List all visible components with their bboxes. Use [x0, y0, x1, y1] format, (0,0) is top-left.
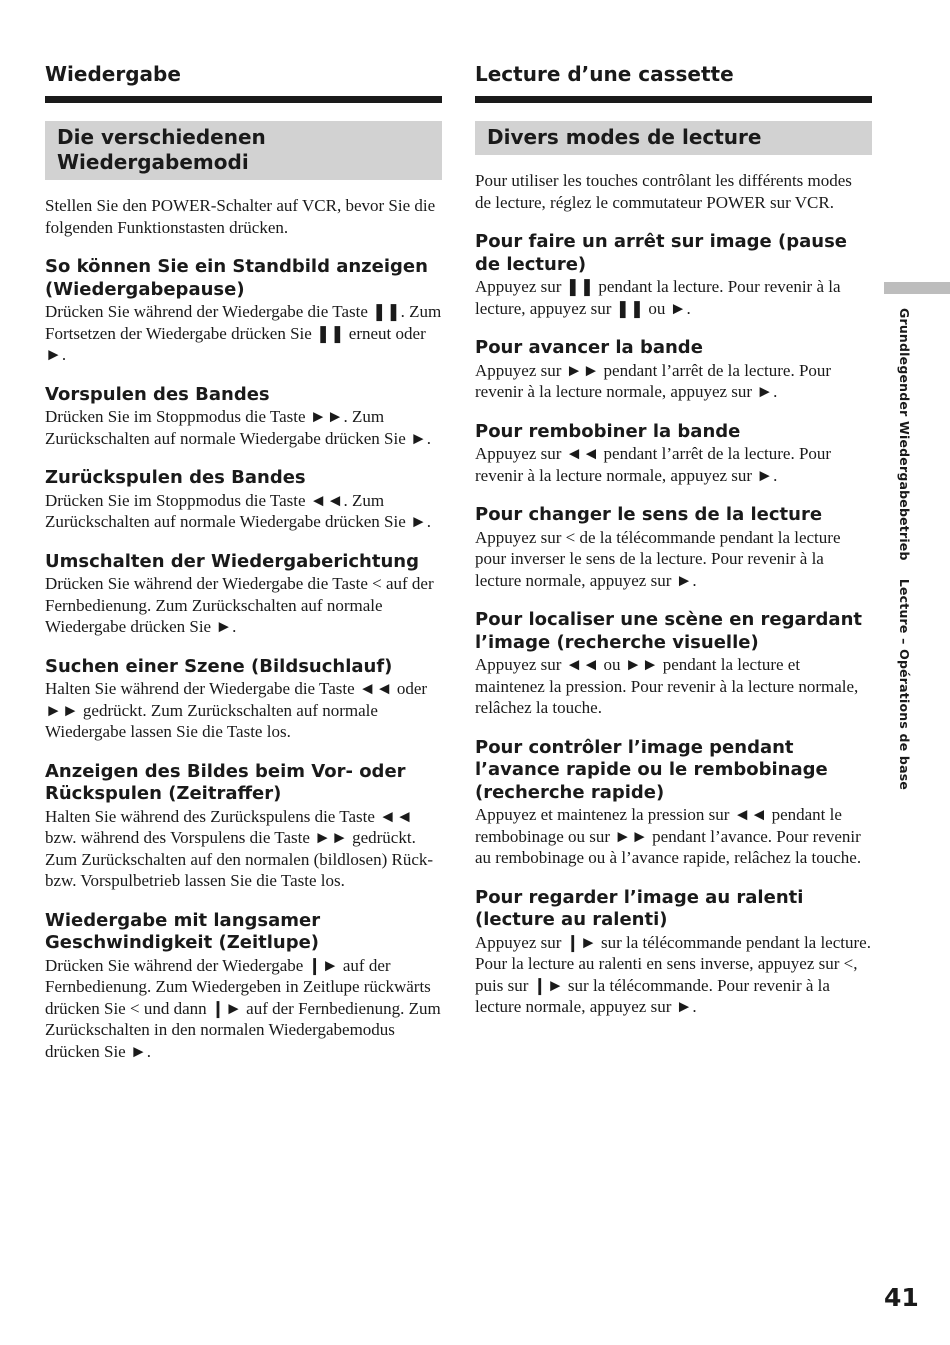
- item-heading: Pour contrôler l’image pendant l’avance rapide ou le rembobinage (recherche rapide): [475, 736, 828, 803]
- chapter-title-de: Wiedergabe: [45, 60, 442, 103]
- item-body: Appuyez sur ❚❚ pendant la lecture. Pour revenir à la lecture, appuyez sur ❚❚ ou ►.: [475, 277, 841, 318]
- side-chapter-label: Grundlegender Wiedergabebetrieb Lecture – Opérations de base: [897, 308, 912, 791]
- item-body: Halten Sie während des Zurückspulens die Taste ◄◄ bzw. während des Vorspulens die Taste ►► gedrückt. Zum Zurückschalten auf den normalen (bildlosen) Rück- bzw. Vorspulbetrieb lassen Sie die Taste los.: [45, 806, 434, 890]
- item-body: Halten Sie während der Wiedergabe die Taste ◄◄ oder ►► gedrückt. Zum Zurückschalten auf normale Wiedergabe lassen Sie die Taste los.: [45, 679, 428, 741]
- item-de-picture-search: [45, 656, 442, 743]
- item-de-skip-scan: [45, 761, 442, 892]
- item-heading: Zurückspulen des Bandes: [45, 467, 306, 488]
- item-body: Drücken Sie während der Wiedergabe die Taste ❚❚. Zum Fortsetzen der Wiedergabe drücken Sie ❚❚ erneut oder ►.: [45, 302, 442, 364]
- item-fr-skip-scan: [475, 737, 872, 869]
- intro-fr: Pour utiliser les touches contrôlant les différents modes de lecture, réglez le commutateur POWER sur VCR.: [475, 171, 852, 212]
- item-body: Drücken Sie während der Wiedergabe ❙► auf der Fernbedienung. Zum Wiedergeben in Zeitlupe rückwärts drücken Sie < und dann ❙► auf der Fernbedienung. Zum Zurückschalten in den normalen Wiedergabemodus drücken Sie ►.: [45, 955, 441, 1061]
- item-de-reverse: [45, 551, 442, 638]
- item-heading: Anzeigen des Bildes beim Vor- oder Rückspulen (Zeitraffer): [45, 760, 406, 804]
- chapter-thumb-tab: [884, 282, 950, 294]
- item-heading: Suchen einer Szene (Bildsuchlauf): [45, 655, 393, 677]
- item-fr-picture-search: [475, 609, 872, 719]
- item-heading: So können Sie ein Standbild anzeigen (Wiedergabepause): [45, 256, 428, 300]
- item-heading: Vorspulen des Bandes: [45, 383, 270, 405]
- item-body: Drücken Sie während der Wiedergabe die Taste < auf der Fernbedienung. Zum Zurückschalten auf normale Wiedergabe drücken Sie ►.: [45, 574, 434, 636]
- item-heading: Pour faire un arrêt sur image (pause de lecture): [475, 231, 847, 275]
- item-fr-slow-motion: [475, 887, 872, 1018]
- item-de-fast-forward: [45, 384, 442, 450]
- section-title-fr: Divers modes de lecture: [475, 121, 872, 155]
- item-body: Appuyez sur < de la télécommande pendant la lecture pour inverser le sens de la lecture. Pour revenir à la lecture normale, appuyez sur ►.: [475, 527, 841, 590]
- item-heading: Pour rembobiner la bande: [475, 420, 741, 442]
- chapter-title-fr: Lecture d’une cassette: [475, 60, 872, 103]
- french-column: [475, 60, 872, 1018]
- item-heading: Pour regarder l’image au ralenti (lecture au ralenti): [475, 886, 804, 930]
- intro-de: Stellen Sie den POWER-Schalter auf VCR, bevor Sie die folgenden Funktionstasten drücken.: [45, 196, 436, 237]
- item-fr-reverse: [475, 504, 872, 591]
- item-heading: Pour localiser une scène en regardant l’image (recherche visuelle): [475, 609, 862, 653]
- item-body: Appuyez sur ◄◄ ou ►► pendant la lecture et maintenez la pression. Pour revenir à la lecture normale, relâchez la touche.: [475, 655, 859, 717]
- item-heading: Pour avancer la bande: [475, 337, 703, 358]
- item-body: Drücken Sie im Stoppmodus die Taste ►►. Zum Zurückschalten auf normale Wiedergabe drücken Sie ►.: [45, 407, 432, 448]
- item-body: Appuyez sur ◄◄ pendant l’arrêt de la lecture. Pour revenir à la lecture normale, appuyez sur ►.: [475, 444, 832, 485]
- item-heading: Umschalten der Wiedergaberichtung: [45, 550, 419, 572]
- item-de-pause: [45, 256, 442, 366]
- item-fr-pause: [475, 231, 872, 319]
- item-body: Appuyez sur ►► pendant l’arrêt de la lecture. Pour revenir à la lecture normale, appuyez sur ►.: [475, 360, 832, 401]
- item-heading: Pour changer le sens de la lecture: [475, 504, 823, 525]
- page-number: 41: [884, 1283, 919, 1312]
- german-column: [45, 60, 442, 1062]
- item-fr-rewind: [475, 421, 872, 487]
- section-title-de: Die verschiedenen Wiedergabemodi: [45, 121, 442, 180]
- item-heading: Wiedergabe mit langsamer Geschwindigkeit (Zeitlupe): [45, 909, 321, 953]
- item-fr-fast-forward: [475, 337, 872, 403]
- item-body: Drücken Sie im Stoppmodus die Taste ◄◄. Zum Zurückschalten auf normale Wiedergabe drücken Sie ►.: [45, 490, 432, 531]
- item-de-slow-motion: [45, 910, 442, 1063]
- item-body: Appuyez et maintenez la pression sur ◄◄ pendant le rembobinage ou sur ►► pendant l’avance. Pour revenir au rembobinage ou à l’avance rapide, relâchez la touche.: [475, 805, 862, 867]
- item-de-rewind: [45, 467, 442, 533]
- item-body: Appuyez sur ❙► sur la télécommande pendant la lecture. Pour la lecture au ralenti en sens inverse, appuyez sur <, puis sur ❙► sur la télécommande. Pour revenir à la lecture normale, appuyez sur ►.: [475, 932, 871, 1016]
